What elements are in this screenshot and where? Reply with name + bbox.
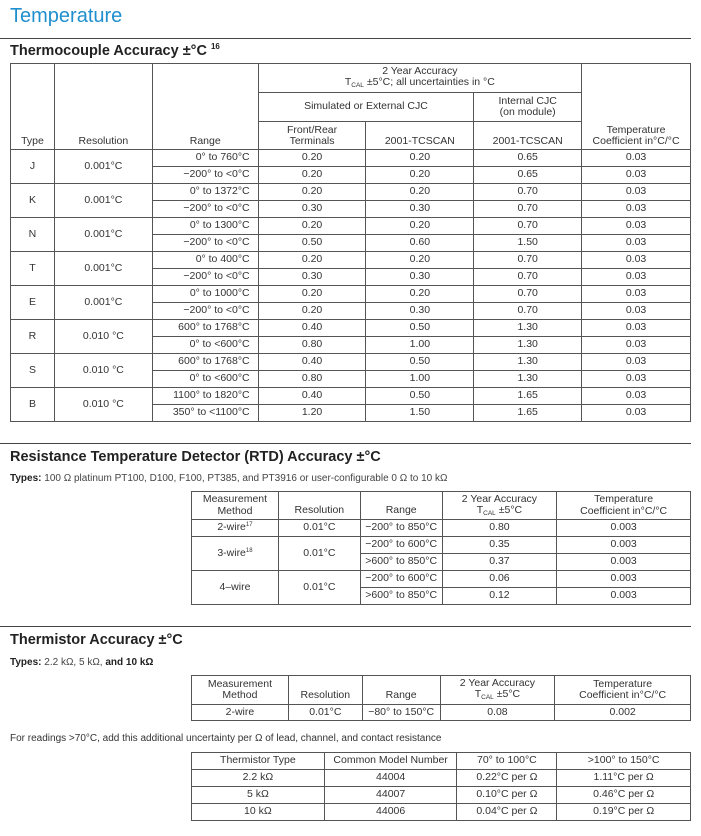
cell-range: 0° to <600°C [152,337,258,354]
cell-simulated: 0.20 [366,252,474,269]
cell-simulated: 0.50 [366,354,474,371]
table-row [11,320,691,337]
cell-coef: 0.003 [557,537,691,554]
table-row [192,537,691,554]
thermistor-extra-table [191,752,691,821]
table-row [192,770,691,787]
col-front-rear: Front/Rear Terminals [258,122,366,150]
section-divider [0,443,691,444]
thermistor-types [10,657,153,668]
cell-simulated: 0.20 [366,184,474,201]
cell-range: −200° to <0°C [152,235,258,252]
cell-coef: 0.03 [582,218,691,235]
cell-range: −200° to <0°C [152,303,258,320]
cell-simulated: 0.30 [366,201,474,218]
col-method: Measurement Method [192,676,289,705]
col-internal-cjc: Internal CJC (on module) [474,93,582,122]
col-range: Range [152,64,258,150]
cell-coef: 0.03 [582,201,691,218]
cell-range: 600° to 1768°C [152,320,258,337]
two-year-line1: 2 Year Accuracy [461,492,538,505]
rtd-types [10,473,448,484]
cell-resolution: 0.01°C [278,520,360,537]
cell-coef: 0.03 [582,303,691,320]
thermistor-title: Thermistor Accuracy ±°C [10,632,183,648]
cell-method [192,571,279,605]
cell-coef: 0.03 [582,371,691,388]
col-thermistor-type: Thermistor Type [192,753,325,770]
cell-range: −200° to <0°C [152,269,258,286]
cell-front-rear: 0.20 [258,286,366,303]
cell-accuracy: 0.35 [442,537,557,554]
cell-range: 0° to <600°C [152,371,258,388]
col-temp-coef: Temperature Coefficient in°C/°C [582,64,691,150]
cell-internal: 1.30 [474,354,582,371]
cell-range-100-150: 0.19°C per Ω [557,804,691,821]
cell-range: 0° to 1372°C [152,184,258,201]
col-model: Common Model Number [324,753,457,770]
cell-front-rear: 0.40 [258,354,366,371]
cell-method [192,520,279,537]
cell-resolution: 0.010 °C [54,354,152,388]
cell-thermistor-type: 2.2 kΩ [192,770,325,787]
cell-accuracy: 0.06 [442,571,557,588]
cell-thermistor-type: 5 kΩ [192,787,325,804]
col-resolution: Resolution [288,676,362,705]
tcal-sub: CAL [481,694,494,702]
cell-accuracy: 0.80 [442,520,557,537]
col-two-year-accuracy [442,492,557,520]
cell-internal: 0.70 [474,252,582,269]
cell-internal: 0.65 [474,150,582,167]
table-row [11,388,691,405]
cell-range: >600° to 850°C [360,588,442,605]
tcal-sub: CAL [351,82,364,90]
cell-front-rear: 0.20 [258,303,366,320]
cell-accuracy: 0.08 [440,705,555,721]
cell-internal: 1.30 [474,320,582,337]
table-row [192,787,691,804]
cell-accuracy: 0.12 [442,588,557,605]
table-row [11,218,691,235]
cell-simulated: 0.30 [366,303,474,320]
method-label: 4–wire [219,580,251,593]
cell-range: 600° to 1768°C [152,354,258,371]
cell-internal: 1.30 [474,337,582,354]
thermistor-types-label: Types: [10,657,42,668]
cell-front-rear: 0.20 [258,167,366,184]
cell-method: 2-wire [192,705,289,721]
cell-type: T [11,252,55,286]
cell-simulated: 0.20 [366,218,474,235]
page-title: Temperature [10,5,123,27]
tcal-t: T [476,503,484,516]
cell-type: R [11,320,55,354]
cell-resolution: 0.01°C [288,705,362,721]
cell-coef: 0.03 [582,252,691,269]
cell-type: N [11,218,55,252]
table-row [192,520,691,537]
cell-range-70-100: 0.10°C per Ω [457,787,557,804]
cell-coef: 0.03 [582,388,691,405]
cell-front-rear: 0.80 [258,371,366,388]
cell-internal: 0.70 [474,184,582,201]
cell-range: −200° to <0°C [152,167,258,184]
cell-front-rear: 0.20 [258,218,366,235]
cell-coef: 0.03 [582,167,691,184]
cell-type: E [11,286,55,320]
cell-type: B [11,388,55,422]
cell-internal: 1.50 [474,235,582,252]
cell-front-rear: 0.20 [258,184,366,201]
thermistor-types-text: 2.2 kΩ, 5 kΩ, [41,657,106,668]
rtd-title: Resistance Temperature Detector (RTD) Accuracy ±°C [10,449,381,465]
cell-range-100-150: 0.46°C per Ω [557,787,691,804]
cell-simulated: 0.50 [366,388,474,405]
col-range: Range [362,676,440,705]
cell-front-rear: 0.20 [258,150,366,167]
cell-resolution: 0.001°C [54,184,152,218]
cell-simulated: 0.50 [366,320,474,337]
cell-simulated: 1.00 [366,337,474,354]
col-resolution: Resolution [278,492,360,520]
two-year-line2: ±5°C; all uncertainties in °C [363,76,495,89]
col-resolution: Resolution [54,64,152,150]
rtd-table [191,491,691,605]
tcal-rest: ±5°C [495,503,523,516]
table-row [11,150,691,167]
tcal-t: T [474,688,482,701]
cell-simulated: 0.30 [366,269,474,286]
tcal-rest: ±5°C [493,688,521,701]
table-row [11,184,691,201]
cell-range: −200° to 850°C [360,520,442,537]
cell-simulated: 0.20 [366,286,474,303]
cell-range: −80° to 150°C [362,705,440,721]
col-tcscan-simulated: 2001-TCSCAN [366,122,474,150]
table-row [11,286,691,303]
cell-range: −200° to <0°C [152,201,258,218]
thermocouple-title [10,42,220,59]
cell-resolution: 0.001°C [54,218,152,252]
cell-range: >600° to 850°C [360,554,442,571]
cell-coef: 0.03 [582,354,691,371]
cell-simulated: 0.20 [366,150,474,167]
cell-coef: 0.003 [557,554,691,571]
cell-thermistor-type: 10 kΩ [192,804,325,821]
cell-front-rear: 0.30 [258,201,366,218]
cell-range: 0° to 1300°C [152,218,258,235]
cell-coef: 0.03 [582,235,691,252]
thermistor-types-and: and 10 kΩ [105,657,154,668]
cell-simulated: 1.00 [366,371,474,388]
section-divider [0,626,691,627]
cell-resolution: 0.01°C [278,537,360,571]
cell-front-rear: 1.20 [258,405,366,422]
cell-simulated: 0.60 [366,235,474,252]
cell-range: 0° to 1000°C [152,286,258,303]
table-row [192,705,691,721]
rtd-types-text: 100 Ω platinum PT100, D100, F100, PT385, and PT3916 or user-configurable 0 Ω to 10 kΩ [41,473,448,484]
cell-range-100-150: 1.11°C per Ω [557,770,691,787]
cell-type: J [11,150,55,184]
cell-model: 44004 [324,770,457,787]
thermistor-note: For readings >70°C, add this additional uncertainty per Ω of lead, channel, and contact resistance [10,733,442,744]
method-footnote: 17 [245,522,253,529]
cell-range: 0° to 400°C [152,252,258,269]
cell-front-rear: 0.80 [258,337,366,354]
col-temp-coef: Temperature Coefficient in°C/°C [555,676,691,705]
cell-internal: 0.70 [474,269,582,286]
cell-coef: 0.003 [557,520,691,537]
rtd-types-label: Types: [10,473,42,484]
cell-type: K [11,184,55,218]
section-divider [0,38,691,39]
col-temp-coef: Temperature Coefficient in°C/°C [557,492,691,520]
cell-coef: 0.03 [582,337,691,354]
cell-coef: 0.002 [555,705,691,721]
cell-method [192,537,279,571]
tcal-t: T [344,76,352,89]
thermocouple-footnote: 16 [210,42,220,51]
cell-model: 44006 [324,804,457,821]
cell-front-rear: 0.40 [258,388,366,405]
cell-simulated: 0.20 [366,167,474,184]
cell-front-rear: 0.20 [258,252,366,269]
cell-range-70-100: 0.04°C per Ω [457,804,557,821]
cell-resolution: 0.001°C [54,252,152,286]
cell-coef: 0.03 [582,184,691,201]
cell-range: 350° to <1100°C [152,405,258,422]
thermocouple-table [10,63,691,422]
cell-internal: 0.70 [474,218,582,235]
cell-coef: 0.03 [582,269,691,286]
cell-internal: 0.70 [474,303,582,320]
cell-internal: 0.65 [474,167,582,184]
cell-accuracy: 0.37 [442,554,557,571]
col-tcscan-internal: 2001-TCSCAN [474,122,582,150]
two-year-line1: 2 Year Accuracy [382,65,458,78]
cell-simulated: 1.50 [366,405,474,422]
cell-internal: 1.30 [474,371,582,388]
cell-coef: 0.003 [557,571,691,588]
table-row [192,804,691,821]
cell-internal: 1.65 [474,388,582,405]
cell-internal: 0.70 [474,201,582,218]
thermistor-table [191,675,691,721]
cell-internal: 1.65 [474,405,582,422]
cell-coef: 0.03 [582,150,691,167]
cell-front-rear: 0.30 [258,269,366,286]
cell-resolution: 0.001°C [54,286,152,320]
cell-internal: 0.70 [474,286,582,303]
cell-range: −200° to 600°C [360,537,442,554]
cell-coef: 0.03 [582,405,691,422]
cell-range: 1100° to 1820°C [152,388,258,405]
table-row [11,252,691,269]
cell-front-rear: 0.40 [258,320,366,337]
table-row [192,571,691,588]
cell-coef: 0.003 [557,588,691,605]
cell-range-70-100: 0.22°C per Ω [457,770,557,787]
cell-resolution: 0.001°C [54,150,152,184]
col-simulated-cjc: Simulated or External CJC [258,93,474,122]
method-label: 2-wire [217,521,246,534]
col-two-year-accuracy [258,64,581,93]
thermocouple-title-text: Thermocouple Accuracy ±°C [10,42,207,59]
cell-range: −200° to 600°C [360,571,442,588]
col-range: Range [360,492,442,520]
col-range-100-150: >100° to 150°C [557,753,691,770]
cell-coef: 0.03 [582,286,691,303]
cell-front-rear: 0.50 [258,235,366,252]
col-method: Measurement Method [192,492,279,520]
cell-coef: 0.03 [582,320,691,337]
cell-resolution: 0.01°C [278,571,360,605]
col-range-70-100: 70° to 100°C [457,753,557,770]
cell-resolution: 0.010 °C [54,388,152,422]
tcal-sub: CAL [483,509,496,517]
col-type: Type [11,64,55,150]
two-year-line1: 2 Year Accuracy [459,677,536,690]
table-row [11,354,691,371]
method-footnote: 18 [245,547,253,554]
cell-type: S [11,354,55,388]
cell-model: 44007 [324,787,457,804]
cell-resolution: 0.010 °C [54,320,152,354]
cell-range: 0° to 760°C [152,150,258,167]
method-label: 3-wire [217,546,246,559]
col-two-year-accuracy [440,676,555,705]
